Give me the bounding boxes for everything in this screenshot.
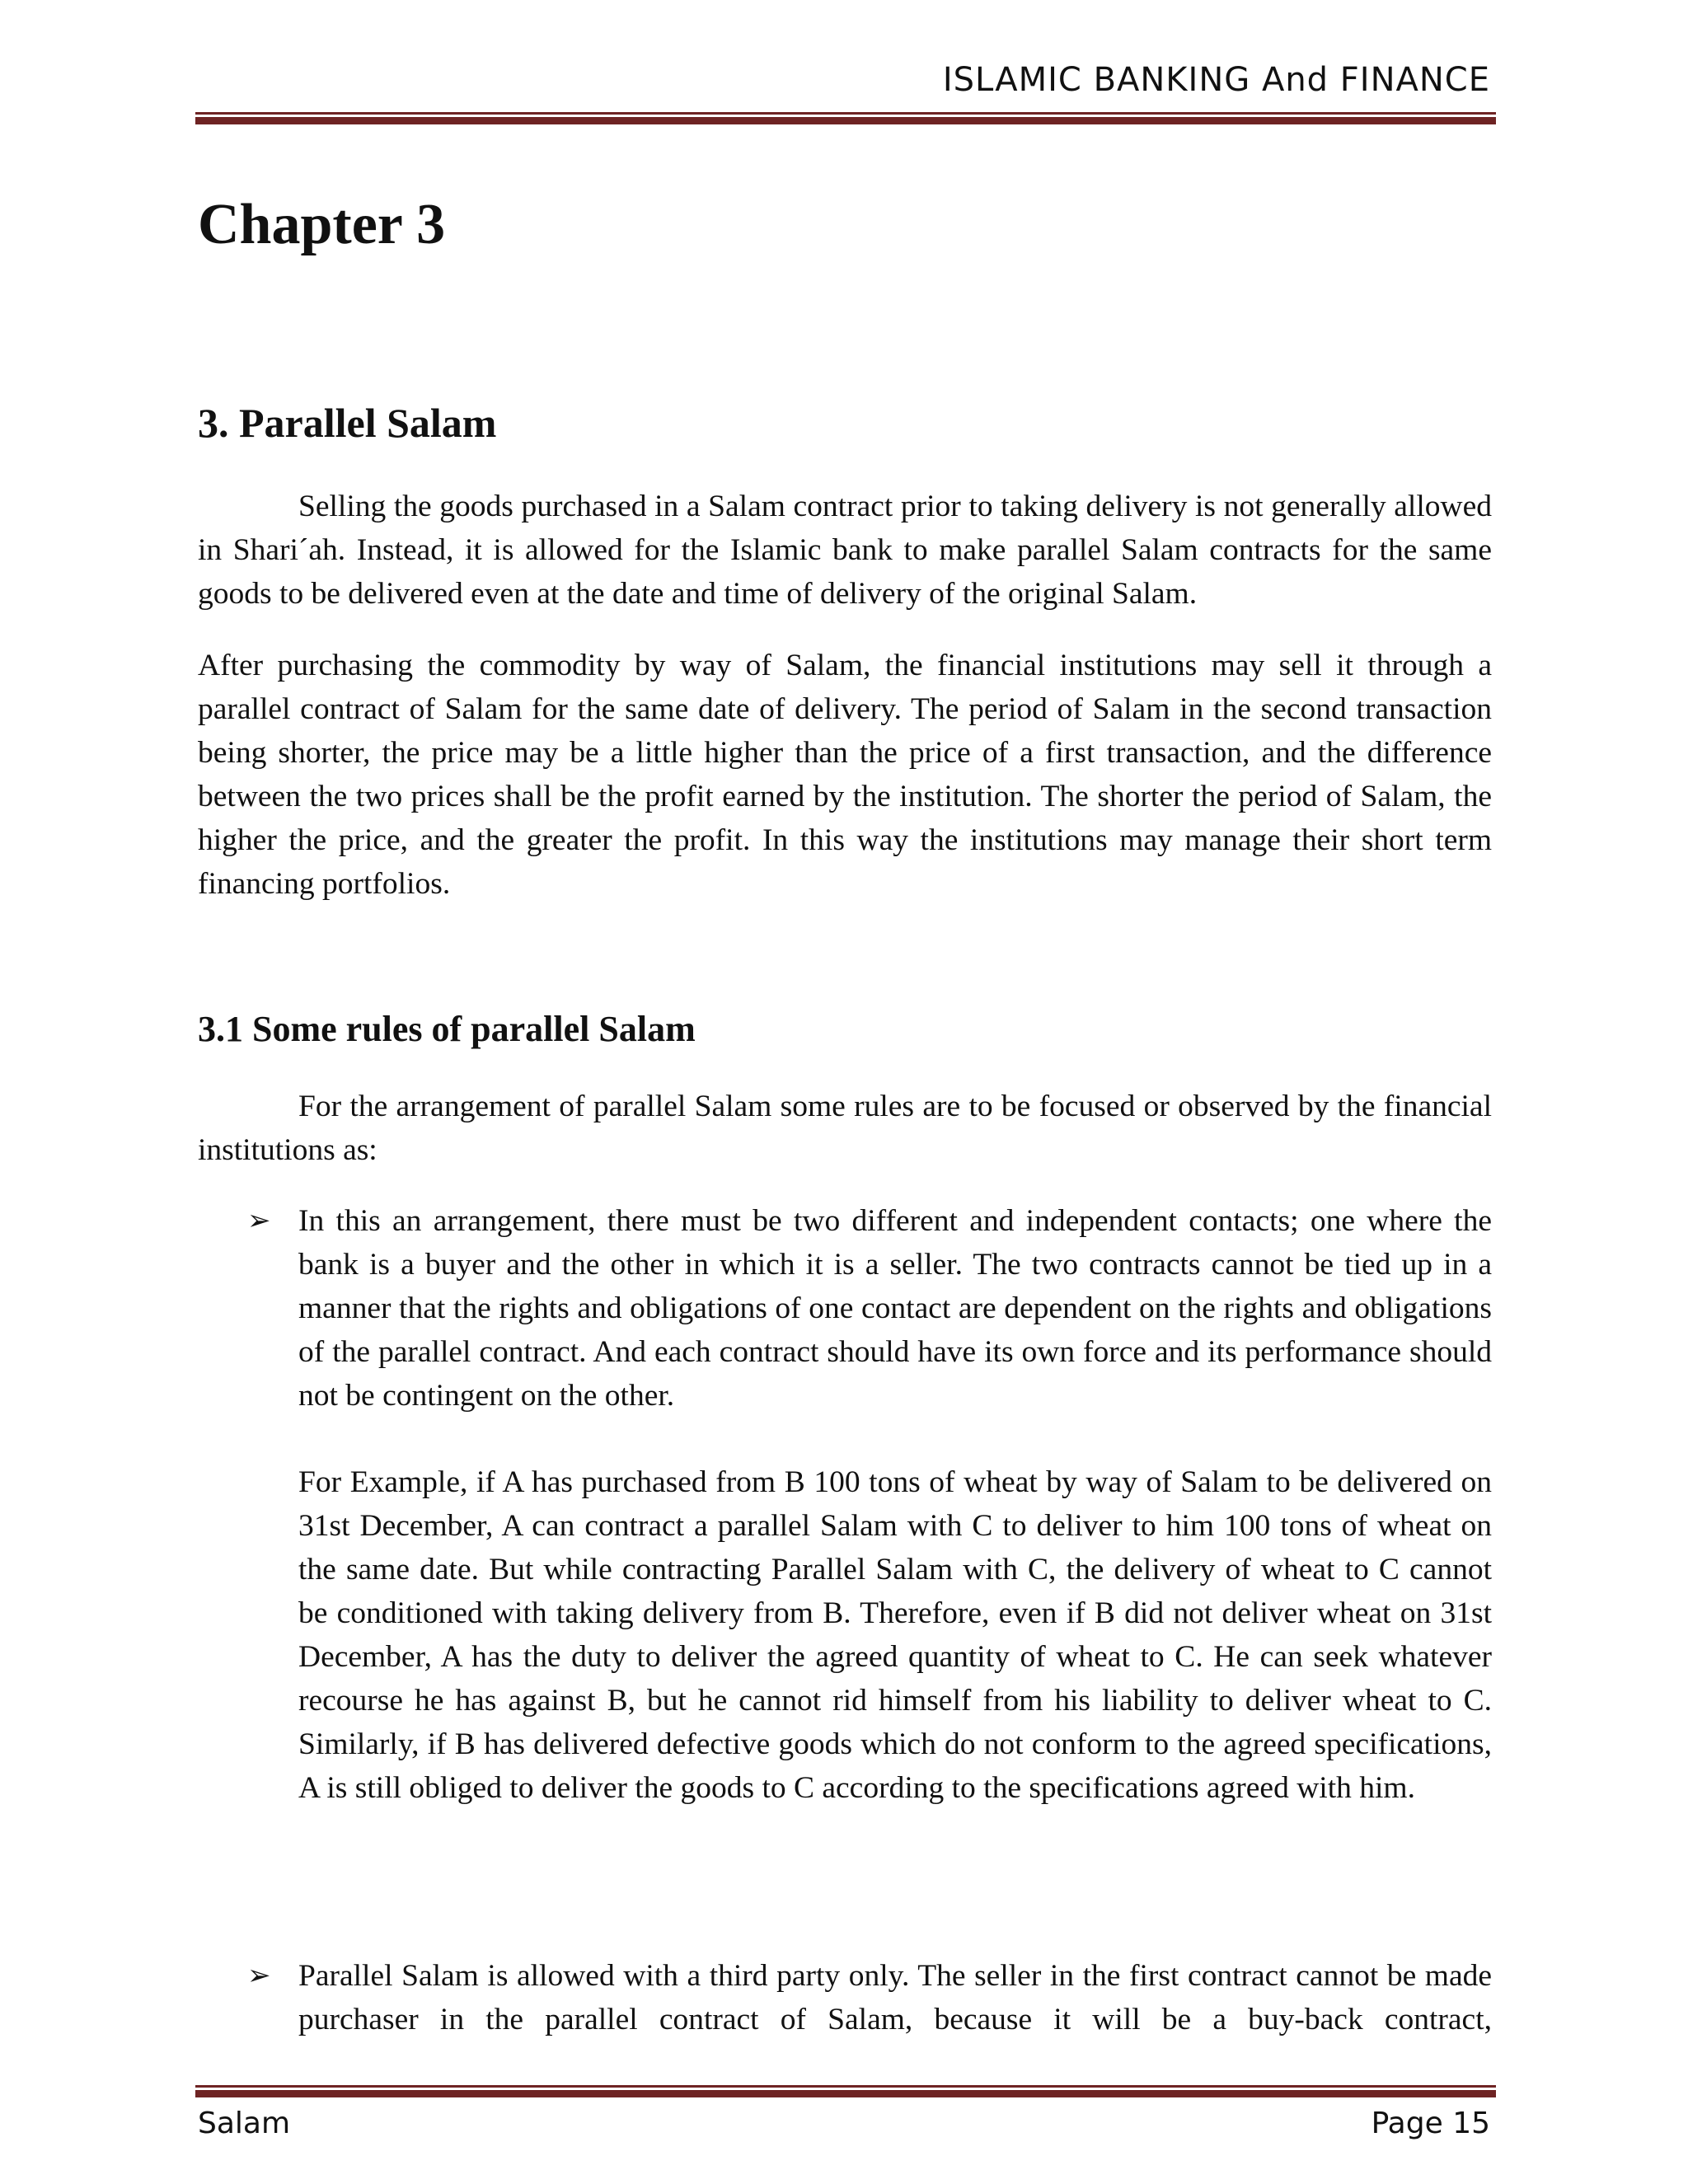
header-rule (195, 112, 1496, 124)
section-paragraph-2: After purchasing the commodity by way of Salam, the financial institutions may sell it through a parallel contract of Salam for the same date of delivery. The period of Salam in the second transaction being shorter, the price may be a little higher than the price of a first transaction, and the difference between the two prices shall be the profit earned by the institution. The shorter the period of Salam, the higher the price, and the greater the profit. In this way the institutions may manage their short term financing portfolios. (198, 649, 1492, 901)
footer-section-name: Salam (198, 2107, 291, 2140)
subsection-title: 3.1 Some rules of parallel Salam (198, 1009, 696, 1049)
chapter-title: Chapter 3 (198, 193, 446, 256)
section-title: 3. Parallel Salam (198, 400, 497, 446)
section-paragraph-1: Selling the goods purchased in a Salam contract prior to taking delivery is not generally allowed in Shari´ah. Instead, it is allowed for the Islamic bank to make parallel Salam contracts for the same goods to be delivered even at the date and time of delivery of the original Salam. (198, 490, 1492, 611)
footer-page-number: Page 15 (1371, 2107, 1490, 2140)
arrow-bullet-icon: ➢ (247, 1204, 271, 1237)
arrow-bullet-icon: ➢ (247, 1959, 271, 1992)
bullet-text-2: Parallel Salam is allowed with a third party only. The seller in the first contract cannot be made purchaser in the parallel contract of Salam, because it will be a buy-back contract, (298, 1959, 1492, 2036)
bullet-item-2 (198, 1954, 1492, 2041)
bullet-text-1: In this an arrangement, there must be two different and independent contacts; one where the bank is a buyer and the other in which it is a seller. The two contracts cannot be tied up in a manner that the rights and obligations of one contact are dependent on the rights and obligations of the parallel contract. And each contract should have its own force and its performance should not be contingent on the other. (298, 1204, 1492, 1413)
bullet-item-1 (198, 1199, 1492, 1418)
subsection-intro: For the arrangement of parallel Salam some rules are to be focused or observed by the financial institutions as: (198, 1090, 1492, 1167)
running-header-title: ISLAMIC BANKING And FINANCE (942, 61, 1490, 99)
bullet-example-paragraph: For Example, if A has purchased from B 100 tons of wheat by way of Salam to be delivered on 31st December, A can contract a parallel Salam with C to deliver to him 100 tons of wheat on the same date. But while contracting Parallel Salam with C, the delivery of wheat to C cannot be conditioned with taking delivery from B. Therefore, even if B did not deliver wheat on 31st December, A has the duty to deliver the agreed quantity of wheat to C. He can seek whatever recourse he has against B, but he cannot rid himself from his liability to deliver wheat to C. Similarly, if B has delivered defective goods which do not conform to the agreed specifications, A is still obliged to deliver the goods to C according to the specifications agreed with him. (298, 1465, 1492, 1805)
footer-rule (195, 2085, 1496, 2097)
